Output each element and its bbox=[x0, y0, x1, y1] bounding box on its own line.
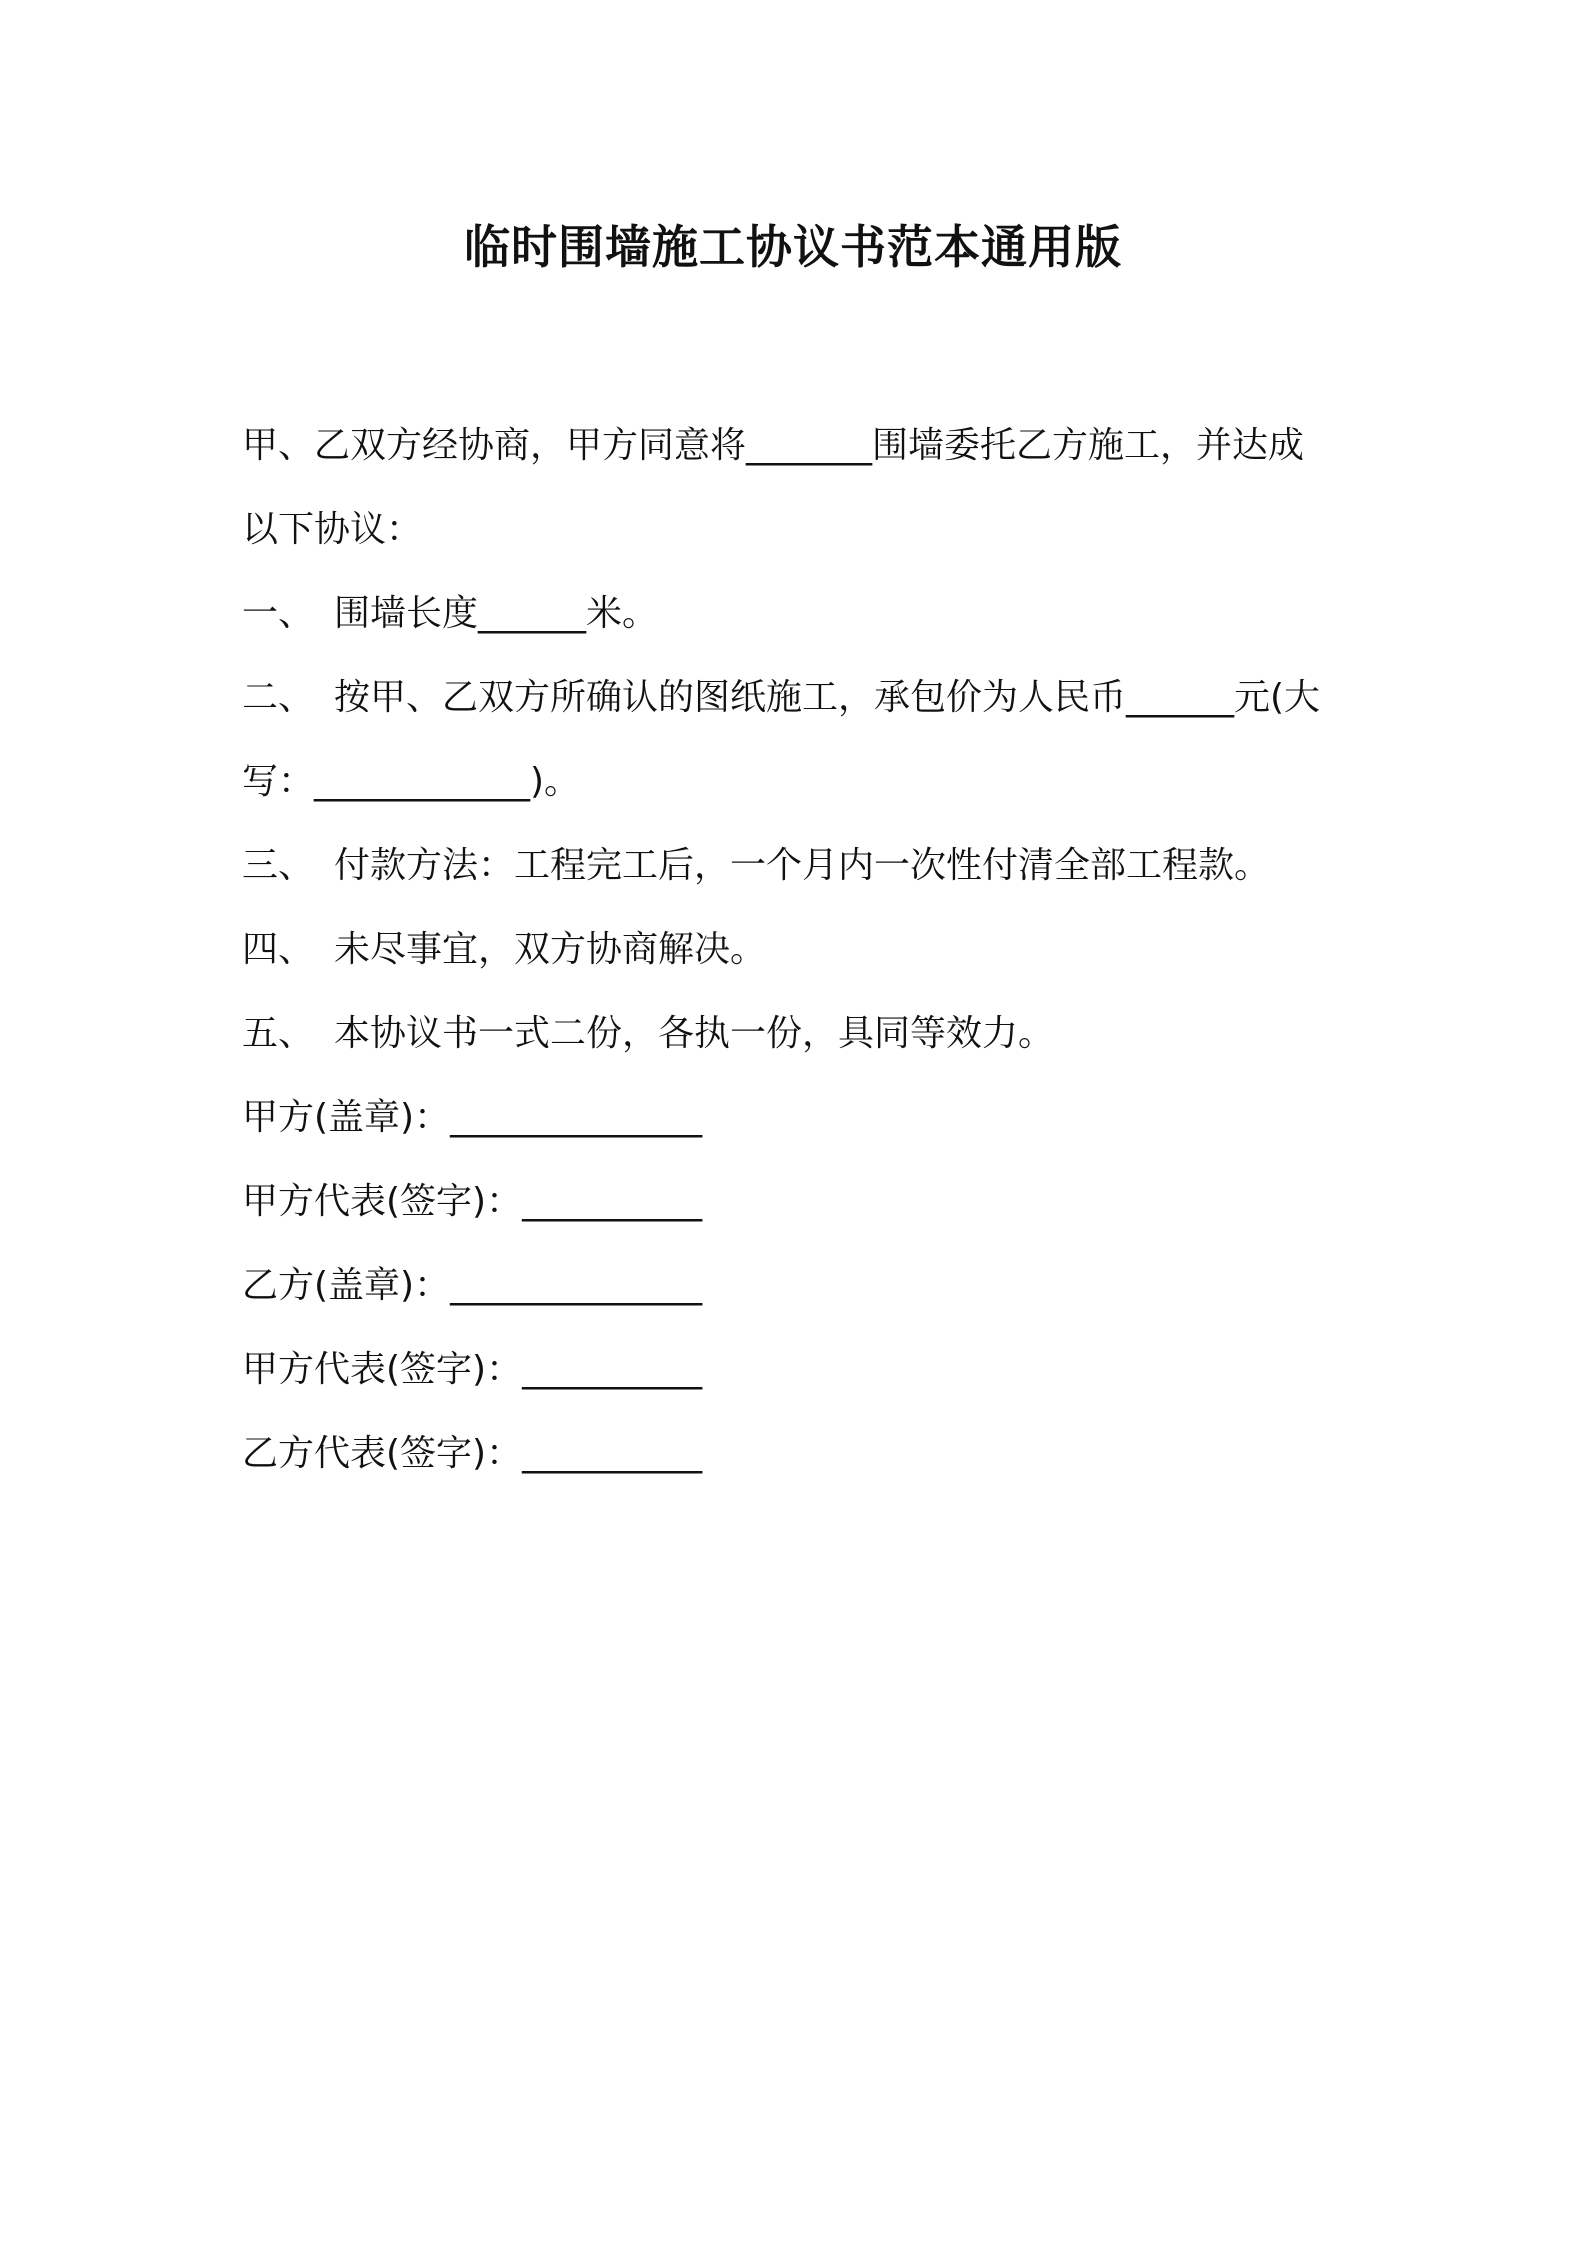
clause-2-continuation: 写：____________)。 bbox=[242, 761, 581, 802]
clause-number: 三、 bbox=[242, 845, 315, 886]
signature-party-a-rep-2: 甲方代表(签字)：__________ bbox=[242, 1349, 703, 1390]
clause-text: 围墙长度______米。 bbox=[334, 593, 659, 634]
intro-line-2: 以下协议： bbox=[242, 509, 423, 550]
clause-text: 未尽事宜，双方协商解决。 bbox=[334, 929, 767, 970]
document-title: 临时围墙施工协议书范本通用版 bbox=[464, 220, 1122, 274]
signature-party-b-rep: 乙方代表(签字)：__________ bbox=[242, 1433, 703, 1474]
clause-5 bbox=[242, 992, 1362, 1076]
clause-number: 四、 bbox=[242, 929, 315, 970]
clause-text: 付款方法：工程完工后，一个月内一次性付清全部工程款。 bbox=[334, 845, 1271, 886]
signature-party-b-seal: 乙方(盖章)：______________ bbox=[242, 1265, 703, 1306]
clause-number: 一、 bbox=[242, 593, 315, 634]
clause-2 bbox=[242, 656, 1362, 740]
document-body bbox=[242, 404, 1362, 1496]
signature-party-a-rep: 甲方代表(签字)：__________ bbox=[242, 1181, 703, 1222]
clause-4 bbox=[242, 908, 1362, 992]
clause-number: 五、 bbox=[242, 1013, 315, 1054]
clause-text: 本协议书一式二份，各执一份，具同等效力。 bbox=[334, 1013, 1055, 1054]
clause-text: 按甲、乙双方所确认的图纸施工，承包价为人民币______元(大 bbox=[334, 677, 1321, 718]
clause-number: 二、 bbox=[242, 677, 315, 718]
clause-1 bbox=[242, 572, 1362, 656]
signature-party-a-seal: 甲方(盖章)：______________ bbox=[242, 1097, 703, 1138]
intro-line-1: 甲、乙双方经协商，甲方同意将_______围墙委托乙方施工，并达成 bbox=[242, 425, 1305, 466]
clause-3 bbox=[242, 824, 1362, 908]
